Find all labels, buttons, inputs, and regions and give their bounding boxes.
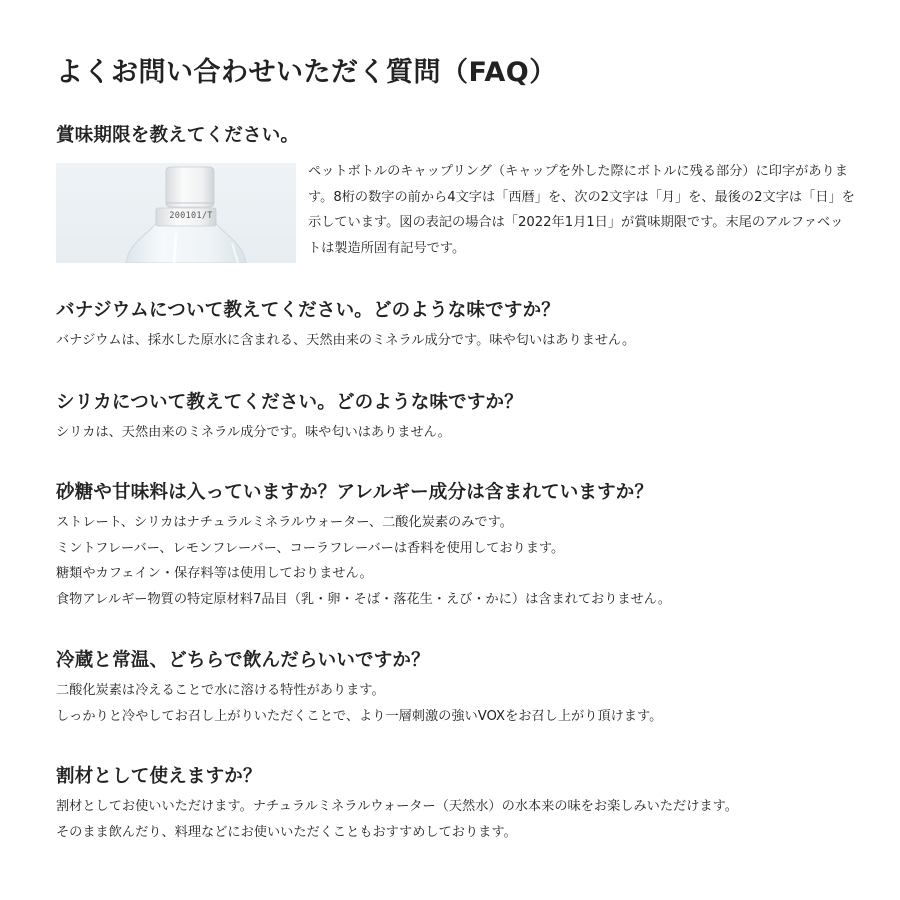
faq-item-vanadium bbox=[56, 296, 856, 354]
faq-question: 冷蔵と常温、どちらで飲んだらいいですか？ bbox=[56, 650, 430, 671]
faq-item-temperature bbox=[56, 646, 856, 729]
faq-answer bbox=[308, 159, 856, 261]
answer-line: 糖類やカフェイン・保存料等は使用しておりません。 bbox=[56, 566, 373, 581]
faq-question: 割材として使えますか？ bbox=[56, 766, 262, 787]
faq-answer bbox=[56, 794, 856, 845]
faq-question: 砂糖や甘味料は入っていますか？アレルギー成分は含まれていますか？ bbox=[56, 482, 654, 503]
answer-line: ペットボトルのキャップリング（キャップを外した際にボトルに残る部分）に印字があります。8桁の数字の前から4文字は「西暦」を、次の2文字は「月」を、最後の2文字は「日」を示しています。図の表記の場合は「2022年1月1日」が賞味期限です。末尾のアルファベットは製造所固有記号です。 bbox=[308, 164, 855, 256]
page-title: よくお問い合わせいただく質問（FAQ） bbox=[56, 57, 557, 88]
faq-item-best-before bbox=[56, 121, 856, 263]
answer-line: そのまま飲んだり、料理などにお使いいただくこともおすすめしております。 bbox=[56, 824, 517, 840]
answer-line: 食物アレルギー物質の特定原材料7品目（乳・卵・そば・落花生・えび・かに）は含まれておりません。 bbox=[56, 591, 671, 607]
answer-line: しっかりと冷やしてお召し上がりいただくことで、より一層刺激の強いVOXをお召し上がり頂けます。 bbox=[56, 708, 663, 724]
answer-line: シリカは、天然由来のミネラル成分です。味や匂いはありません。 bbox=[56, 425, 451, 440]
faq-question: バナジウムについて教えてください。どのような味ですか？ bbox=[56, 300, 560, 321]
answer-line: バナジウムは、採水した原水に含まれる、天然由来のミネラル成分です。味や匂いはありません。 bbox=[56, 333, 636, 348]
faq-item-ingredients bbox=[56, 478, 856, 612]
cap-print-text: 200101/T bbox=[169, 211, 213, 221]
faq-answer bbox=[56, 510, 856, 612]
faq-question: 賞味期限を教えてください。 bbox=[56, 125, 300, 146]
faq-item-silica bbox=[56, 388, 856, 446]
faq-item-mixer bbox=[56, 762, 856, 845]
answer-line: ストレート、シリカはナチュラルミネラルウォーター、二酸化炭素のみです。 bbox=[56, 515, 513, 530]
bottle-cap-image bbox=[56, 163, 296, 263]
faq-answer bbox=[56, 328, 856, 354]
answer-line: 二酸化炭素は冷えることで水に溶ける特性があります。 bbox=[56, 683, 385, 698]
answer-line: ミントフレーバー、レモンフレーバー、コーラフレーバーは香料を使用しております。 bbox=[56, 540, 565, 556]
faq-question: シリカについて教えてください。どのような味ですか？ bbox=[56, 392, 523, 413]
faq-answer bbox=[56, 678, 856, 729]
answer-line: 割材としてお使いいただけます。ナチュラルミネラルウォーター（天然水）の水本来の味をお楽しみいただけます。 bbox=[56, 799, 738, 814]
faq-answer bbox=[56, 420, 856, 446]
